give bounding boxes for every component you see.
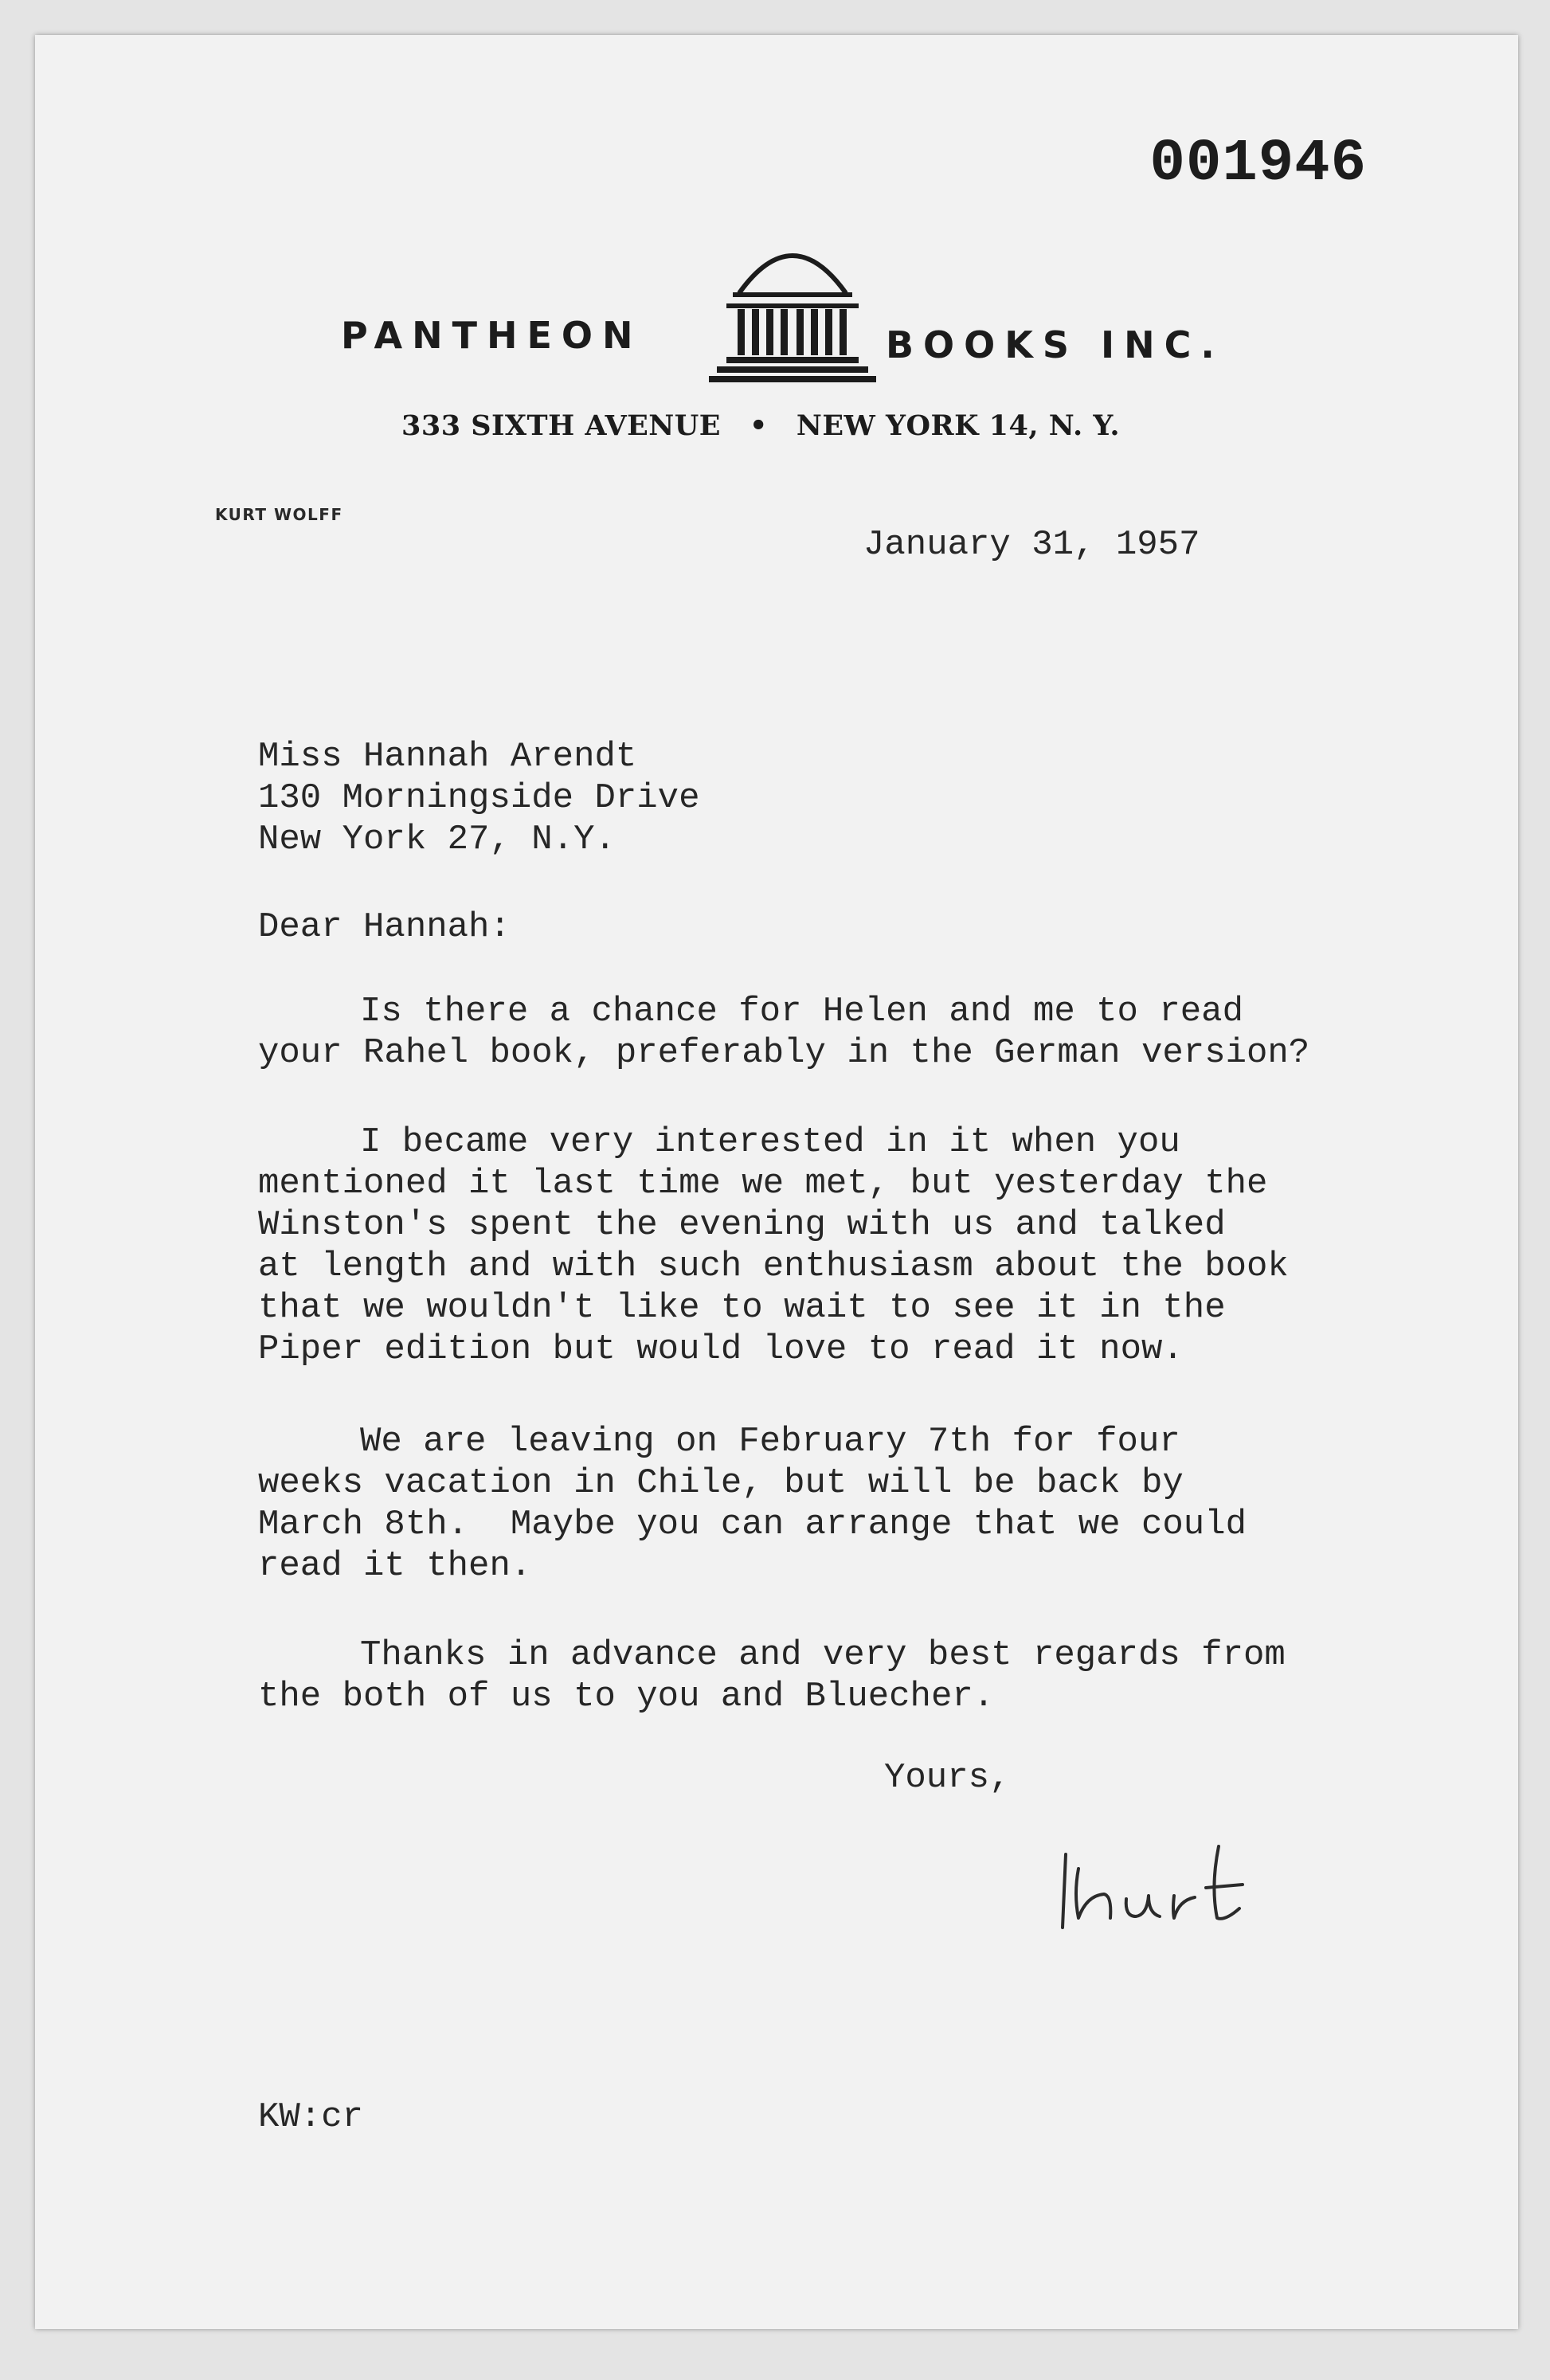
paragraph [258,1121,1289,1370]
letterhead-street: 333 SIXTH AVENUE [401,409,721,442]
pantheon-temple-icon [709,226,876,382]
signature-image [1055,1838,1294,1934]
paragraph [258,1421,1247,1587]
paragraph-line: your Rahel book, preferably in the German version? [258,1033,1310,1073]
letterhead-company-left: PANTHEON [341,314,643,357]
closing: Yours, [884,1758,1011,1798]
paragraph-line: Piper edition but would love to read it now. [258,1329,1184,1369]
line-text: Thanks in advance and very best regards from [360,1635,1286,1675]
paragraph-line [258,1634,1286,1676]
paragraph [258,1634,1286,1717]
recipient-line: Miss Hannah Arendt [258,737,637,777]
line-text: I became very interested in it when you [360,1122,1180,1162]
paragraph-line: weeks vacation in Chile, but will be back by [258,1463,1184,1503]
paragraph-line [258,1121,1289,1163]
paragraph-line: March 8th. Maybe you can arrange that we could [258,1505,1247,1544]
recipient-line: New York 27, N.Y. [258,820,616,859]
salutation: Dear Hannah: [258,907,511,947]
line-text: We are leaving on February 7th for four [360,1422,1180,1462]
letter-date: January 31, 1957 [863,525,1200,565]
paragraph-line: at length and with such enthusiasm about the book [258,1247,1289,1286]
document-number: 001946 [1149,131,1367,198]
letter-page [35,35,1518,2329]
paragraph-line: the both of us to you and Bluecher. [258,1677,995,1716]
paragraph-line [258,1421,1247,1462]
address-separator: • [749,409,768,442]
recipient-address [258,736,700,860]
paragraph-line: read it then. [258,1546,532,1586]
paragraph [258,991,1309,1074]
recipient-line: 130 Morningside Drive [258,778,700,818]
letterhead-city: NEW YORK 14, N. Y. [796,409,1121,442]
paragraph-line: mentioned it last time we met, but yesterday the [258,1164,1268,1204]
letterhead-person: KURT WOLFF [215,505,343,524]
typist-initials: KW:cr [258,2097,364,2137]
letterhead-address [401,409,1120,442]
paragraph-line: that we wouldn't like to wait to see it in the [258,1288,1226,1328]
paragraph-line: Winston's spent the evening with us and talked [258,1205,1226,1245]
paragraph-line [258,991,1309,1032]
letterhead-company-right: BOOKS INC. [886,323,1224,366]
line-text: Is there a chance for Helen and me to read [360,992,1243,1031]
